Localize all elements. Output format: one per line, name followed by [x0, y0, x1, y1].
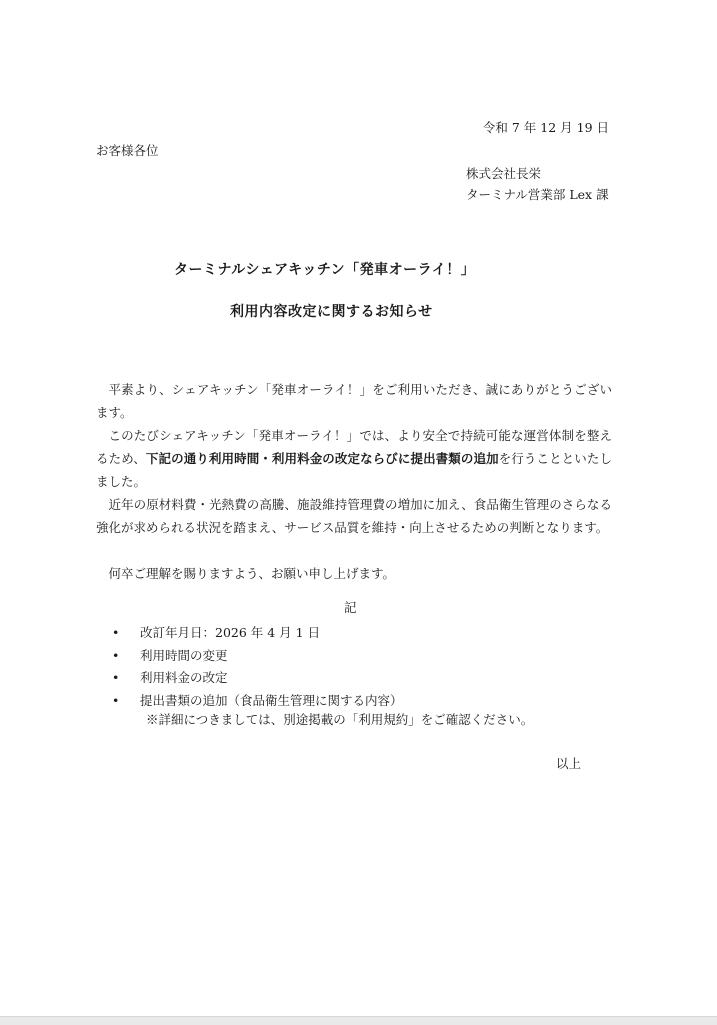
list-item-text: 提出書類の追加（食品衛生管理に関する内容） [140, 692, 403, 708]
title-line-1: ターミナルシェアキッチン「発車オーライ！」 [174, 262, 476, 278]
issue-date: 令和 7 年 12 月 19 日 [482, 120, 609, 135]
bullet-icon: • [112, 670, 120, 685]
paragraph-1: 平素より、シェアキッチン「発車オーライ！」をご利用いただき、誠にありがとうございます。 [96, 382, 612, 420]
list-item-text: 改訂年月日：2026 年 4 月 1 日 [140, 625, 321, 640]
details-note: ※詳細につきましては、別途掲載の「利用規約」をご確認ください。 [146, 712, 534, 727]
department-name: ターミナル営業部 Lex 課 [466, 187, 609, 202]
closing-mark: 以上 [556, 756, 582, 771]
list-item-text: 利用料金の改定 [140, 670, 228, 685]
bullet-icon: • [112, 625, 120, 640]
paragraph-2 [96, 424, 612, 493]
list-item [112, 645, 403, 668]
list-item [112, 690, 403, 713]
notice-heading: 記 [344, 600, 357, 615]
bullet-icon: • [112, 692, 120, 708]
bullet-icon: • [112, 647, 120, 663]
title-line-2: 利用内容改定に関するお知らせ [230, 304, 433, 320]
notice-list [112, 622, 403, 712]
list-item [112, 667, 403, 690]
company-name: 株式会社長栄 [466, 166, 542, 181]
recipient: お客様各位 [96, 143, 159, 158]
paragraph-2-emphasis: 下記の通り利用時間・利用料金の改定ならびに提出書類の追加 [145, 451, 499, 466]
paragraph-3: 近年の原材料費・光熱費の高騰、施設維持管理費の増加に加え、食品衛生管理のさらなる強化が求められる状況を踏まえ、サービス品質を維持・向上させるための判断となります。 [96, 497, 612, 535]
list-item-text: 利用時間の変更 [140, 647, 228, 663]
list-item [112, 622, 403, 645]
paragraph-4: 何卒ご理解を賜りますよう、お願い申し上げます。 [108, 566, 396, 581]
paragraph-2-text-b: を行うことといたしました。 [96, 451, 612, 489]
paragraph-2-text-a: このたびシェアキッチン「発車オーライ！」では、より安全で持続可能な運営体制を整えるため、 [96, 428, 612, 466]
